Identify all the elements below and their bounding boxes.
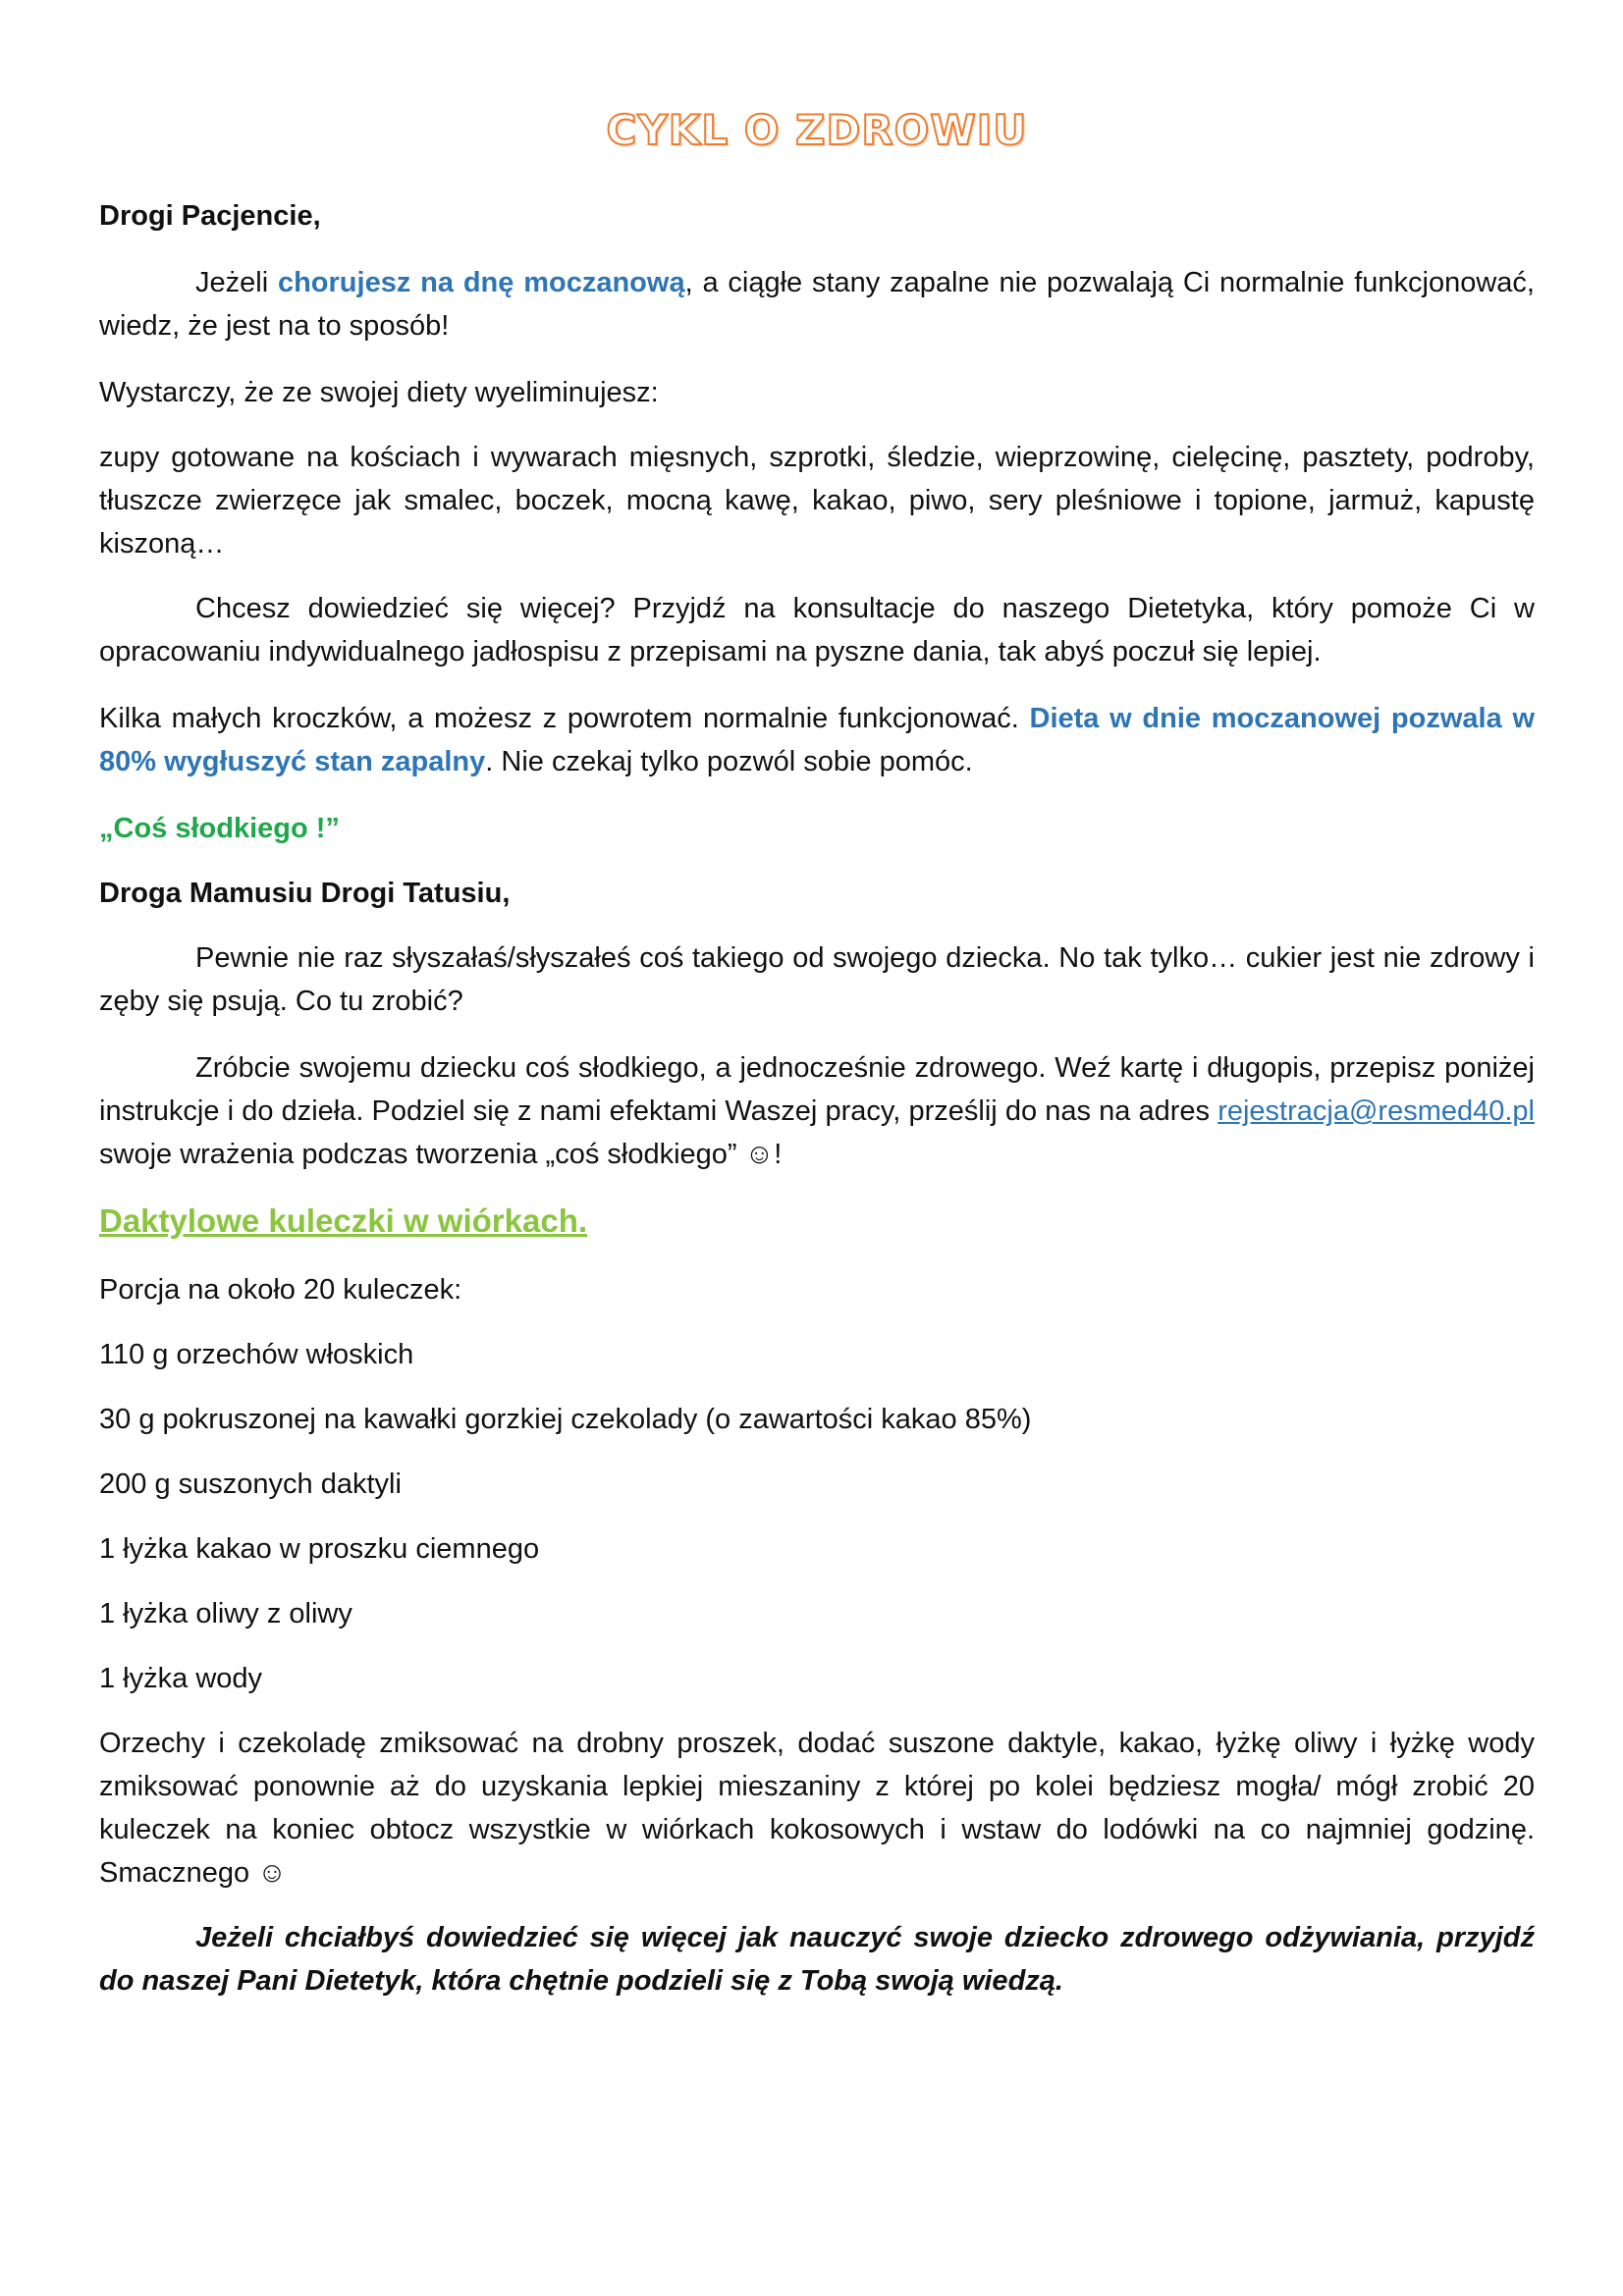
- email-link[interactable]: rejestracja@resmed40.pl: [1217, 1095, 1535, 1127]
- paragraph-child-sweets: Pewnie nie raz słyszałaś/słyszałeś coś takiego od swojego dziecka. No tak tylko… cukier jest nie zdrowy i zęby się psują. Co tu zrobić?: [99, 942, 1535, 1017]
- greeting-patient: Drogi Pacjencie,: [99, 200, 321, 232]
- paragraph-gout-intro: [99, 261, 1535, 347]
- recipe-instructions: Orzechy i czekoladę zmiksować na drobny proszek, dodać suszone daktyle, kakao, łyżkę oliwy i łyżkę wody zmiksować ponownie aż do uzyskania lepkiej mieszaniny z której po kolei będziesz mogła/ mógł zrobić 20 kuleczek na koniec obtocz wszystkie w wiórkach kokosowych i wstaw do lodówki na co najmniej godzinę. Smacznego ☺: [99, 1728, 1535, 1889]
- ingredient-item: 110 g orzechów włoskich: [99, 1339, 414, 1370]
- paragraph-make-sweet: [99, 1046, 1535, 1176]
- paragraph-eliminate: Wystarczy, że ze swojej diety wyeliminujesz:: [99, 377, 659, 408]
- greeting-parents: Droga Mamusiu Drogi Tatusiu,: [99, 878, 511, 909]
- paragraph-food-list: zupy gotowane na kościach i wywarach mięsnych, szprotki, śledzie, wieprzowinę, cielęcinę, pasztety, podroby, tłuszcze zwierzęce jak smalec, boczek, mocną kawę, kakao, piwo, sery pleśniowe i topione, jarmuż, kapustę kiszoną…: [99, 442, 1535, 560]
- text-span: Kilka małych kroczków, a możesz z powrotem normalnie funkcjonować.: [99, 703, 1030, 734]
- page-title: CYKL O ZDROWIU: [606, 106, 1028, 154]
- ingredient-item: 30 g pokruszonej na kawałki gorzkiej czekolady (o zawartości kakao 85%): [99, 1404, 1032, 1435]
- highlight-diet: Dieta w dnie moczanowej pozwala w 80% wygłuszyć stan zapalny: [99, 703, 1535, 777]
- sweet-heading: „Coś słodkiego !”: [99, 813, 340, 844]
- text-span: Jeżeli: [195, 267, 278, 298]
- text-span: . Nie czekaj tylko pozwól sobie pomóc.: [485, 746, 973, 777]
- ingredient-item: 1 łyżka oliwy z oliwy: [99, 1598, 352, 1629]
- text-span: Zróbcie swojemu dziecku coś słodkiego, a jednocześnie zdrowego. Weź kartę i długopis, przepisz poniżej instrukcje i do dzieła. Podziel się z nami efektami Waszej pracy, prześlij do nas na adres: [99, 1052, 1535, 1127]
- paragraph-consultation: Chcesz dowiedzieć się więcej? Przyjdź na konsultacje do naszego Dietetyka, który pomoże Ci w opracowaniu indywidualnego jadłospisu z przepisami na pyszne dania, tak abyś poczuł się lepiej.: [99, 593, 1535, 667]
- recipe-title: Daktylowe kuleczki w wiórkach.: [99, 1202, 588, 1239]
- closing-paragraph: Jeżeli chciałbyś dowiedzieć się więcej jak nauczyć swoje dziecko zdrowego odżywiania, przyjdź do naszej Pani Dietetyk, która chętnie podzieli się z Tobą swoją wiedzą.: [99, 1922, 1535, 1997]
- ingredient-item: 1 łyżka kakao w proszku ciemnego: [99, 1533, 540, 1565]
- ingredient-item: 200 g suszonych daktyli: [99, 1468, 402, 1500]
- paragraph-diet-benefit: [99, 697, 1535, 783]
- portion-line: Porcja na około 20 kuleczek:: [99, 1274, 462, 1306]
- ingredient-item: 1 łyżka wody: [99, 1663, 263, 1694]
- highlight-gout: chorujesz na dnę moczanową: [277, 267, 685, 298]
- text-span: swoje wrażenia podczas tworzenia „coś słodkiego” ☺!: [99, 1139, 783, 1170]
- text-span: , a ciągłe stany zapalne nie pozwalają Ci normalnie funkcjonować, wiedz, że jest na to sposób!: [99, 267, 1535, 342]
